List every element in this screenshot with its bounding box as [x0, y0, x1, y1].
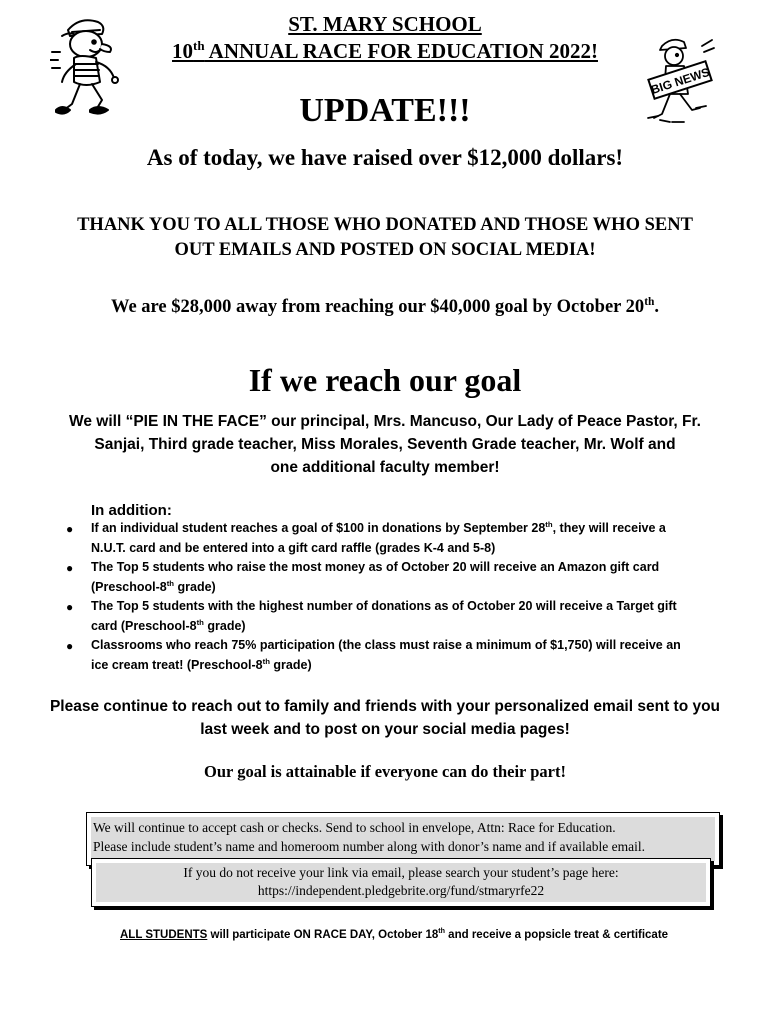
list-item: ● If an individual student reaches a goal of $100 in donations by September 28th, they will receive a N.U.T. card and be entered into a gift card raffle (grades K-4 and 5-8) — [66, 519, 666, 555]
bullet-icon: ● — [66, 522, 74, 536]
list-item: ● The Top 5 students who raise the most money as of October 20 will receive an Amazon gift card (Preschool-8th grade) — [66, 560, 660, 594]
bullet-icon: ● — [66, 561, 74, 575]
pledge-link[interactable]: https://independent.pledgebrite.org/fund/stmaryrfe22 — [257, 883, 545, 898]
in-addition-label: In addition: — [91, 502, 172, 519]
goal-remaining: We are $28,000 away from reaching our $40,000 goal by October 20th. — [110, 295, 660, 317]
list-item: ● Classrooms who reach 75% participation (the class must raise a minimum of $1,750) will receive an ice cream treat! (Preschool-8th grade) — [66, 638, 681, 672]
race-title: 10th ANNUAL RACE FOR EDUCATION 2022! — [172, 38, 598, 63]
raised-amount: As of today, we have raised over $12,000 dollars! — [146, 145, 624, 170]
big-news-sign: BIG NEWS — [649, 64, 712, 97]
cash-checks-notice: We will continue to accept cash or checks. Send to school in envelope, Attn: Race for Education. Please include student’s name and homeroom number along with donor’s name and if available email. — [86, 812, 720, 866]
please-continue-text: Please continue to reach out to family and friends with your personalized email sent to you last week and to post on your social media pages! — [49, 698, 721, 738]
bullet-icon: ● — [66, 639, 74, 653]
list-item: ● The Top 5 students with the highest number of donations as of October 20 will receive a Target gift card (Preschool-8th grade) — [66, 599, 677, 633]
race-day-footer: ALL STUDENTS will participate ON RACE DAY, October 18th and receive a popsicle treat & certificate — [120, 927, 669, 941]
pledge-link-notice: If you do not receive your link via email, please search your student’s page here: https://independent.pledgebrite.org/fund/stmaryrfe22 — [91, 858, 711, 907]
attainable-message: Our goal is attainable if everyone can do their part! — [204, 762, 566, 781]
thank-you-message: THANK YOU TO ALL THOSE WHO DONATED AND THOSE WHO SENT OUT EMAILS AND POSTED ON SOCIAL MEDIA! — [77, 215, 693, 260]
pie-in-the-face-text: We will “PIE IN THE FACE” our principal, Mrs. Mancuso, Our Lady of Peace Pastor, Fr. Sanjai, Third grade teacher, Miss Morales, Seventh Grade teacher, Mr. Wolf and one additional faculty member! — [69, 413, 701, 476]
goal-heading: If we reach our goal — [248, 362, 522, 398]
bullet-icon: ● — [66, 600, 74, 614]
incentives-list — [0, 519, 770, 675]
update-heading: UPDATE!!! — [299, 92, 471, 129]
school-name: ST. MARY SCHOOL — [288, 12, 482, 36]
